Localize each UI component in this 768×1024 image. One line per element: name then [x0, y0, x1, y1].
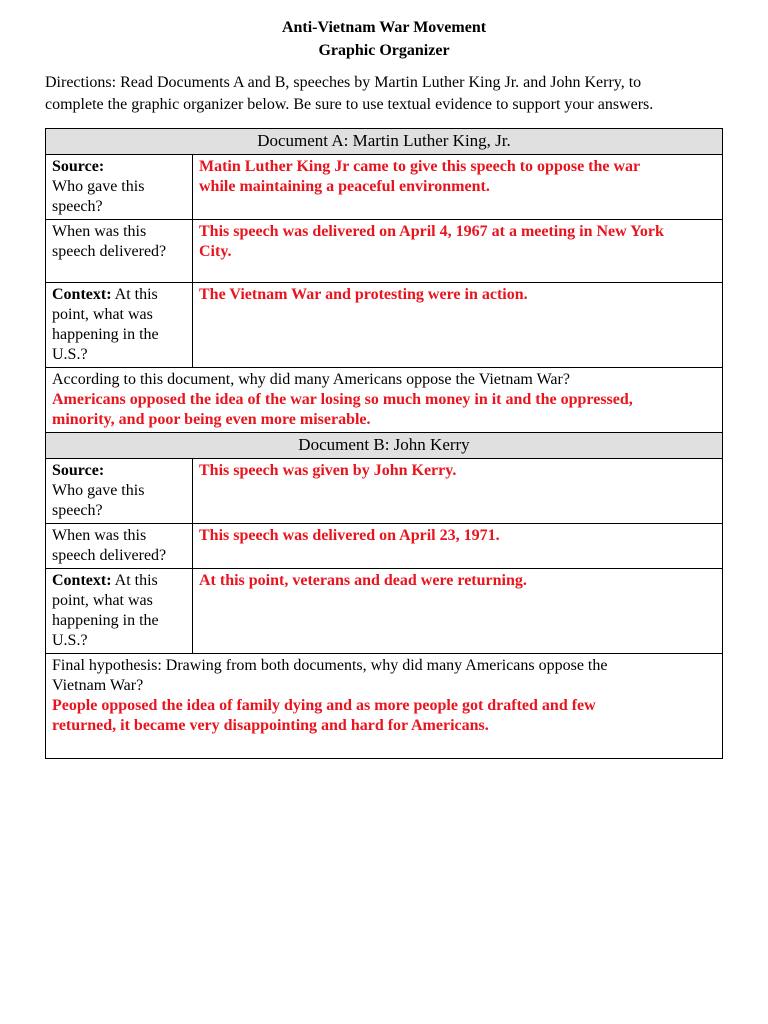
doc-b-when-answer [193, 524, 723, 569]
answer-line: This speech was given by John Kerry. [199, 462, 457, 479]
oppose-answer-line: minority, and poor being even more miserable. [52, 411, 371, 428]
when-label-line: When was this [52, 223, 147, 240]
context-label-line [52, 571, 186, 591]
doc-a-when-label [46, 220, 193, 283]
doc-a-source-answer [193, 155, 723, 220]
context-label-heading: Context: [52, 572, 112, 589]
oppose-question: According to this document, why did many Americans oppose the Vietnam War? [52, 371, 570, 388]
doc-a-source-label [46, 155, 193, 220]
when-label-line: speech delivered? [52, 547, 167, 564]
source-label-heading: Source: [52, 462, 105, 479]
doc-b-header-row [46, 433, 723, 459]
context-label-line: happening in the [52, 612, 159, 629]
answer-line: This speech was delivered on April 4, 1967 at a meeting in New York [199, 223, 664, 240]
doc-b-header: Document B: John Kerry [46, 433, 723, 459]
source-label-line: Who gave this [52, 482, 145, 499]
context-label-heading: Context: [52, 286, 112, 303]
final-hypothesis-row [46, 654, 723, 759]
when-label-line: When was this [52, 527, 147, 544]
doc-a-context-label [46, 283, 193, 368]
doc-b-context-label [46, 569, 193, 654]
doc-b-context-answer [193, 569, 723, 654]
doc-b-source-label [46, 459, 193, 524]
context-label-line: U.S.? [52, 346, 88, 363]
when-label-line: speech delivered? [52, 243, 167, 260]
context-label-line: point, what was [52, 306, 153, 323]
answer-line: Matin Luther King Jr came to give this speech to oppose the war [199, 158, 641, 175]
page-subtitle: Graphic Organizer [318, 42, 450, 59]
source-label-line: Who gave this [52, 178, 145, 195]
context-label-line: happening in the [52, 326, 159, 343]
doc-a-oppose-cell [46, 368, 723, 433]
context-label-rest: At this [111, 286, 158, 303]
page-title: Anti-Vietnam War Movement [281, 19, 487, 36]
directions-line-2: complete the graphic organizer below. Be sure to use textual evidence to support your answers. [45, 96, 654, 113]
final-answer-line: returned, it became very disappointing and hard for Americans. [52, 717, 489, 734]
context-label-line: point, what was [52, 592, 153, 609]
source-label-line: speech? [52, 502, 103, 519]
answer-line: City. [199, 243, 232, 260]
doc-a-when-answer [193, 220, 723, 283]
doc-a-context-row [46, 283, 723, 368]
answer-line: The Vietnam War and protesting were in action. [199, 286, 528, 303]
final-hypothesis-cell [46, 654, 723, 759]
doc-a-oppose-row [46, 368, 723, 433]
answer-line: while maintaining a peaceful environment. [199, 178, 490, 195]
doc-a-header: Document A: Martin Luther King, Jr. [46, 129, 723, 155]
doc-b-source-row [46, 459, 723, 524]
source-label-heading: Source: [52, 158, 105, 175]
context-label-line: U.S.? [52, 632, 88, 649]
answer-line: This speech was delivered on April 23, 1971. [199, 527, 500, 544]
doc-a-source-row [46, 155, 723, 220]
doc-b-source-answer [193, 459, 723, 524]
source-label-line: speech? [52, 198, 103, 215]
final-answer-line: People opposed the idea of family dying and as more people got drafted and few [52, 697, 596, 714]
doc-a-header-row [46, 129, 723, 155]
context-label-line [52, 285, 186, 305]
answer-line: At this point, veterans and dead were returning. [199, 572, 527, 589]
doc-b-context-row [46, 569, 723, 654]
graphic-organizer-table [45, 128, 723, 759]
doc-a-context-answer [193, 283, 723, 368]
doc-b-when-label [46, 524, 193, 569]
final-question-line: Vietnam War? [52, 677, 144, 694]
directions-line-1: Directions: Read Documents A and B, speeches by Martin Luther King Jr. and John Kerry, to [45, 74, 642, 91]
oppose-answer-line: Americans opposed the idea of the war losing so much money in it and the oppressed, [52, 391, 633, 408]
context-label-rest: At this [111, 572, 158, 589]
directions-text [45, 72, 735, 116]
doc-b-when-row [46, 524, 723, 569]
final-question-line: Final hypothesis: Drawing from both documents, why did many Americans oppose the [52, 657, 608, 674]
doc-a-when-row [46, 220, 723, 283]
